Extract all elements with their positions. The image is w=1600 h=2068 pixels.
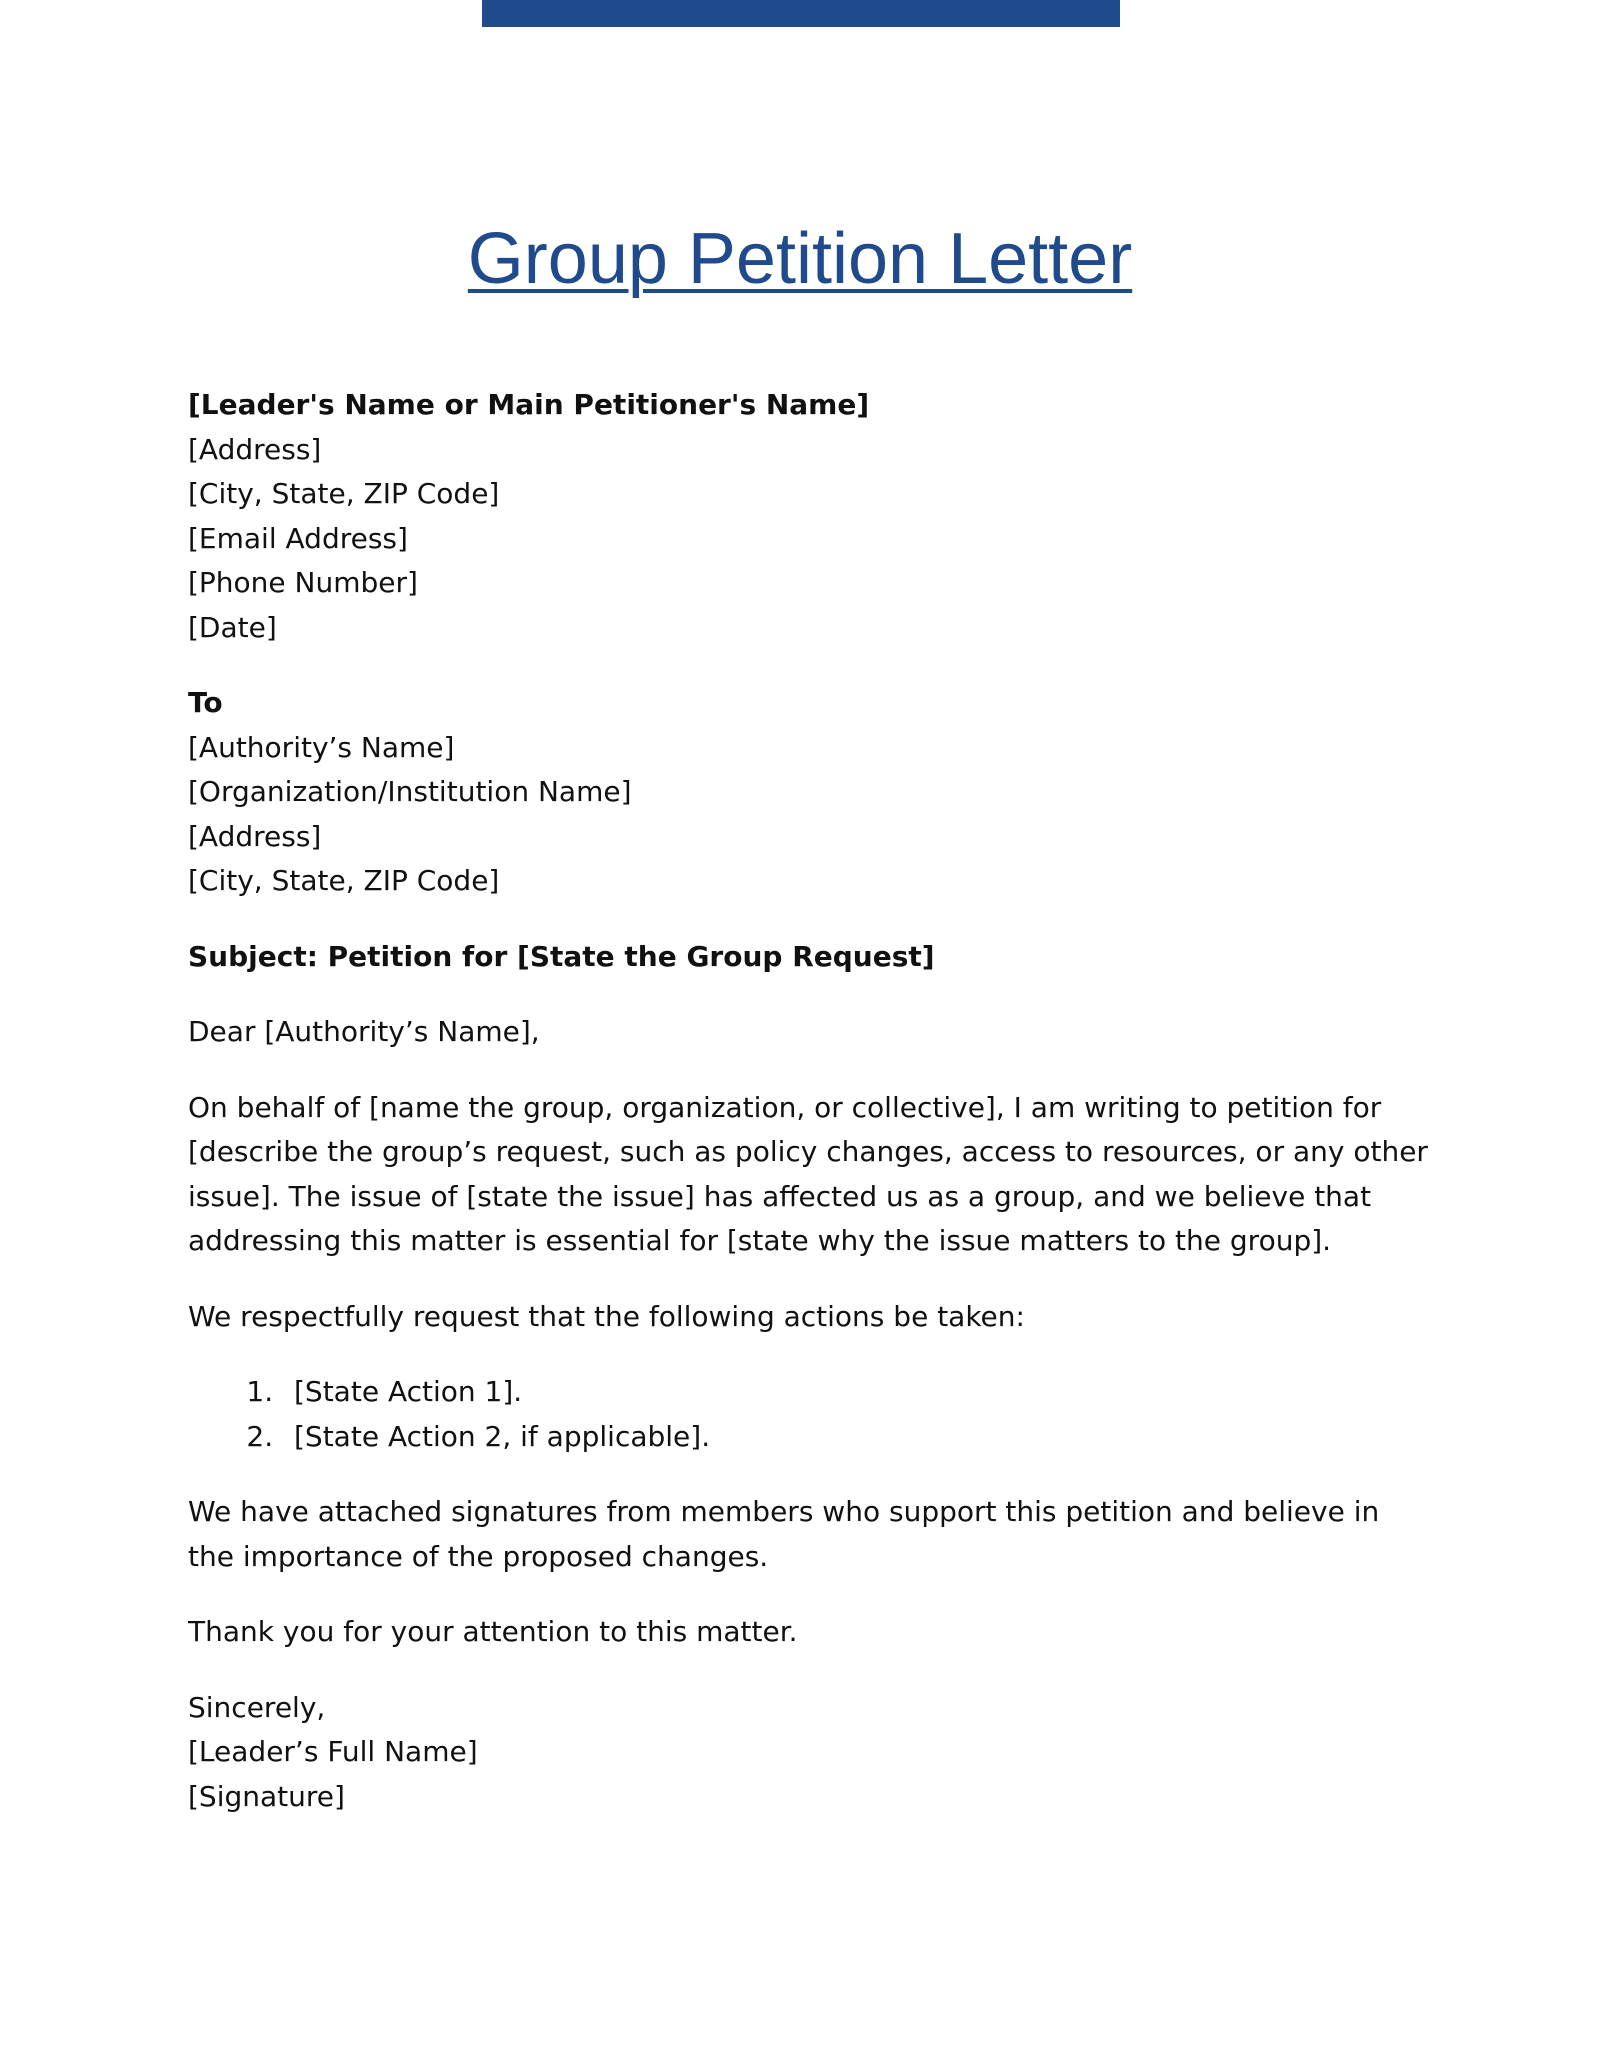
closing-signature: [Signature] — [188, 1779, 345, 1813]
sender-name: [Leader's Name or Main Petitioner's Name] — [188, 388, 870, 421]
sender-address: [Address] — [188, 432, 322, 466]
recipient-name: [Authority’s Name] — [188, 730, 455, 764]
recipient-city-state-zip: [City, State, ZIP Code] — [188, 864, 500, 897]
thanks-paragraph: Thank you for your attention to this matter. — [188, 1615, 798, 1648]
recipient-organization: [Organization/Institution Name] — [188, 775, 632, 808]
page-title: Group Petition Letter — [467, 219, 1133, 299]
actions-list — [188, 1370, 1428, 1459]
body-paragraph-1: On behalf of [name the group, organization, or collective], I am writing to petition for [describe the group’s request, such as policy changes, access to resources, or any other issue]. The issue of [state the issue] has affected us as a group, and we believe that addressing this matter is essential for [state why the issue matters to the group]. — [188, 1090, 1428, 1257]
list-item: 2. [State Action 2, if applicable]. — [282, 1415, 1428, 1460]
recipient-block — [188, 681, 1428, 904]
sender-city-state-zip: [City, State, ZIP Code] — [188, 477, 500, 510]
sender-block — [188, 383, 1428, 650]
closing-full-name: [Leader’s Full Name] — [188, 1735, 478, 1768]
to-label: To — [188, 686, 223, 719]
header-accent-bar — [482, 0, 1120, 27]
salutation: Dear [Authority’s Name], — [188, 1015, 540, 1048]
sender-email: [Email Address] — [188, 521, 408, 555]
letter-body — [188, 383, 1428, 1850]
closing-block — [188, 1686, 1428, 1820]
valediction: Sincerely, — [188, 1690, 326, 1724]
letter-date: [Date] — [188, 610, 277, 644]
body-paragraph-2: We have attached signatures from members who support this petition and believe in the importance of the proposed changes. — [188, 1495, 1380, 1573]
subject-line: Subject: Petition for [State the Group Request] — [188, 939, 935, 973]
list-item: 1. [State Action 1]. — [282, 1370, 1428, 1415]
sender-phone: [Phone Number] — [188, 566, 418, 599]
recipient-address: [Address] — [188, 819, 322, 853]
request-intro: We respectfully request that the following actions be taken: — [188, 1299, 1025, 1333]
